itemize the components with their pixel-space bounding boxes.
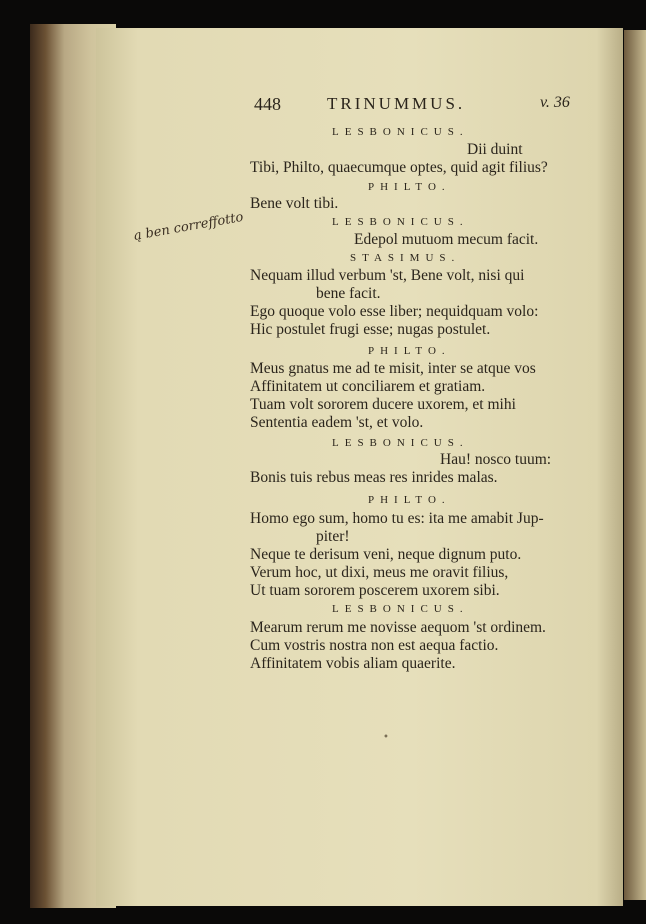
verse-line: Bene volt tibi. [250, 195, 339, 212]
verse-line: Cum vostris nostra non est aequa factio. [250, 637, 499, 654]
handwritten-note: ą ben correffotto [132, 209, 245, 244]
verse-number: v. 36 [540, 94, 570, 111]
speaker-philto: PHILTO. [368, 494, 451, 506]
speaker-stasimus: STASIMUS. [350, 252, 461, 264]
verse-line: Tuam volt sororem ducere uxorem, et mihi [250, 396, 516, 413]
verse-line: Hau! nosco tuum: [440, 451, 552, 468]
verse-line: Meus gnatus me ad te misit, inter se atque vos [250, 360, 536, 377]
verse-line: Sententia eadem 'st, et volo. [250, 414, 424, 431]
page-number: 448 [254, 94, 281, 114]
verse-line: Ut tuam sororem poscerem uxorem sibi. [250, 582, 500, 599]
verse-line: bene facit. [316, 285, 381, 302]
verse-line: Dii duint [467, 141, 523, 158]
verse-line: Bonis tuis rebus meas res inrides malas. [250, 469, 498, 486]
verse-line: Edepol mutuom mecum facit. [354, 231, 539, 248]
verse-line: piter! [316, 528, 350, 545]
verse-line: Nequam illud verbum 'st, Bene volt, nisi qui [250, 267, 525, 284]
speaker-philto: PHILTO. [368, 345, 451, 357]
verse-line: Ego quoque volo esse liber; nequidquam volo: [250, 303, 539, 320]
verse-line: Tibi, Philto, quaecumque optes, quid agit filius? [250, 159, 548, 176]
right-page-edge [624, 30, 646, 900]
verse-line: Verum hoc, ut dixi, meus me oravit filius, [250, 564, 509, 581]
speaker-philto: PHILTO. [368, 181, 451, 193]
verse-line: Neque te derisum veni, neque dignum puto. [250, 546, 522, 563]
verse-line: Hic postulet frugi esse; nugas postulet. [250, 321, 491, 338]
verse-line: Homo ego sum, homo tu es: ita me amabit Jup- [250, 510, 544, 527]
running-header [0, 94, 646, 120]
speaker-lesbonicus: LESBONICUS. [332, 437, 469, 449]
verse-line: Mearum rerum me novisse aequom 'st ordinem. [250, 619, 546, 636]
verse-line: Affinitatem ut conciliarem et gratiam. [250, 378, 486, 395]
verse-line: Affinitatem vobis aliam quaerite. [250, 655, 456, 672]
speaker-lesbonicus: LESBONICUS. [332, 126, 469, 138]
ink-speck: • [383, 732, 389, 743]
speaker-lesbonicus: LESBONICUS. [332, 216, 469, 228]
speaker-lesbonicus: LESBONICUS. [332, 603, 469, 615]
running-title: TRINUMMUS. [327, 94, 466, 113]
